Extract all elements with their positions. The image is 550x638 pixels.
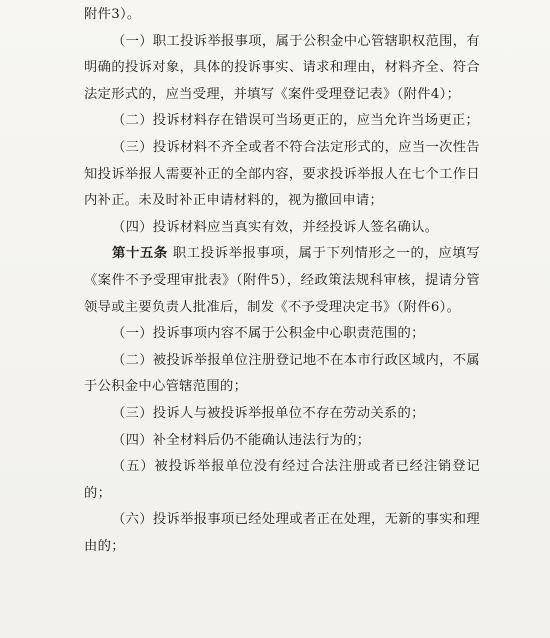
paragraph-exclusion-6: （六）投诉举报事项已经处理或者正在处理，无新的事实和理由的； [84,512,480,554]
article-15-heading: 第十五条 [112,246,168,262]
article-15-paragraph [84,241,480,321]
paragraph-exclusion-2: （二）被投诉举报单位注册登记地不在本市行政区域内，不属于公积金中心管辖范围的； [84,352,480,395]
paragraph-exclusion-3: （三）投诉人与被投诉举报单位不存在劳动关系的； [112,405,425,421]
paragraph-item-4: （四）投诉材料应当真实有效，并经投诉人签名确认。 [112,219,439,235]
document-body [84,2,480,560]
paragraph-exclusion-4: （四）补全材料后仍不能确认违法行为的； [112,432,371,448]
paragraph-exclusion-5: （五）被投诉举报单位没有经过合法注册或者已经注销登记的； [84,459,480,501]
article-15-text: 职工投诉举报事项，属于下列情形之一的，应填写《案件不予受理审批表》（附件5），经政策法规科审核，提请分管领导或主要负责人批准后，制发《不予受理决定书》（附件6）。 [84,246,480,315]
paragraph-attachment-ref: 附件3）。 [84,7,141,22]
paragraph-item-3: （三）投诉材料不齐全或者不符合法定形式的，应当一次性告知投诉举报人需要补正的全部内容，要求投诉举报人在七个工作日内补正。未及时补正申请材料的，视为撤回申请； [84,139,480,209]
paragraph-exclusion-1: （一）投诉事项内容不属于公积金中心职责范围的； [112,326,425,342]
paragraph-item-1: （一）职工投诉举报事项，属于公积金中心管辖职权范围，有明确的投诉对象，具体的投诉事实、请求和理由，材料齐全、符合法定形式的，应当受理，并填写《案件受理登记表》（附件4）； [84,33,480,102]
paragraph-item-2: （二）投诉材料存在错误可当场更正的，应当允许当场更正； [112,113,480,129]
